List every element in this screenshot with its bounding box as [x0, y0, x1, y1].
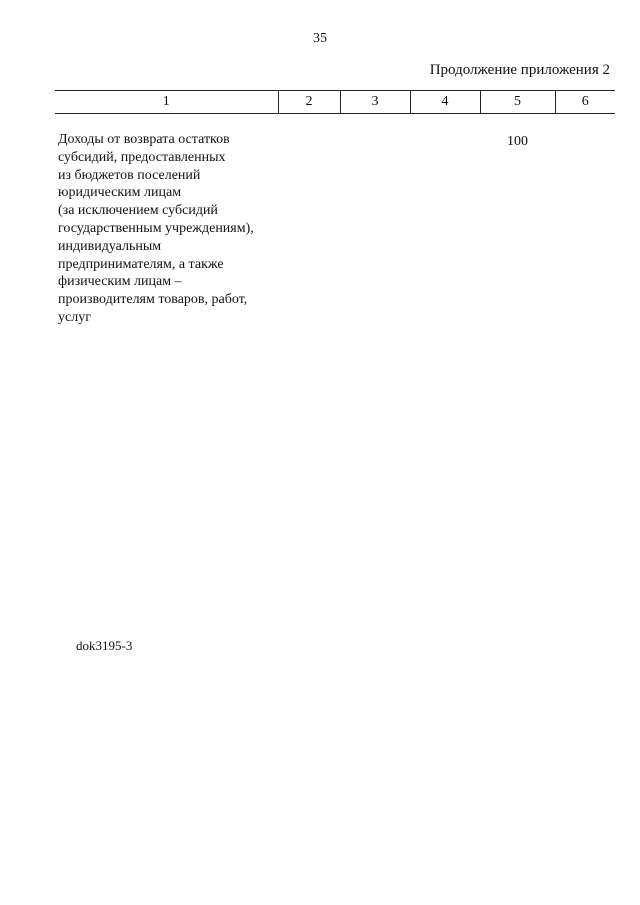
column-number-4: 4 [410, 91, 480, 114]
row-value-col5: 100 [507, 134, 528, 149]
column-header-table [55, 90, 615, 114]
column-number-3: 3 [340, 91, 410, 114]
page-number: 35 [313, 31, 327, 46]
column-number-6: 6 [555, 91, 615, 114]
document-code: dok3195-3 [76, 638, 133, 653]
continuation-label: Продолжение приложения 2 [429, 62, 610, 78]
column-number-2: 2 [278, 91, 340, 114]
row-description: Доходы от возврата остатков субсидий, предоставленных из бюджетов поселений юридическим лицам (за исключением субсидий государственным учреждениям), индивидуальным предпринимателям, а также физическим лицам – производителям товаров, работ, услуг [58, 132, 254, 325]
column-number-row [55, 91, 615, 114]
column-number-1: 1 [55, 91, 278, 114]
column-number-5: 5 [480, 91, 555, 114]
